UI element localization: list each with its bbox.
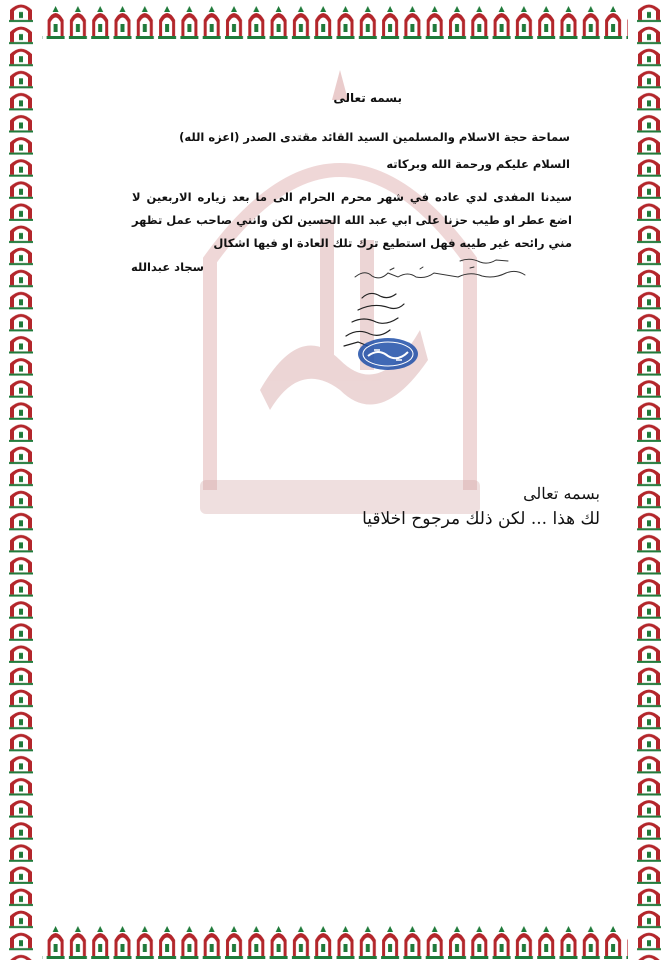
- decorative-border-left: [0, 0, 42, 960]
- decorative-border-top: [0, 0, 670, 40]
- official-seal: [356, 336, 420, 372]
- decorative-border-bottom: [0, 920, 670, 960]
- letter-addressee: سماحة حجة الاسلام والمسلمين السيد القائد مقتدى الصدر (اعزه الله): [179, 130, 570, 144]
- handwritten-reply: [350, 255, 530, 285]
- answer-body: لك هذا ... لكن ذلك مرجوح اخلاقيا: [362, 509, 600, 529]
- letter-title: بسمه تعالى: [333, 91, 402, 105]
- letter-greeting: السلام عليكم ورحمة الله وبركاته: [386, 157, 570, 171]
- answer-title: بسمه تعالى: [523, 484, 600, 503]
- decorative-border-right: [628, 0, 670, 960]
- letter-body: سيدنا المفدى لدي عاده في شهر محرم الحرام الى ما بعد زياره الاربعين لا اضع عطر او طيب حزنا على ابي عبد الله الحسين لكن وانني صاحب عمل تظهر مني رائحه غير طيبه فهل استطيع ترك تلك العادة او فيها اشكال: [132, 190, 572, 250]
- letter-signature: سجاد عبدالله: [131, 260, 204, 274]
